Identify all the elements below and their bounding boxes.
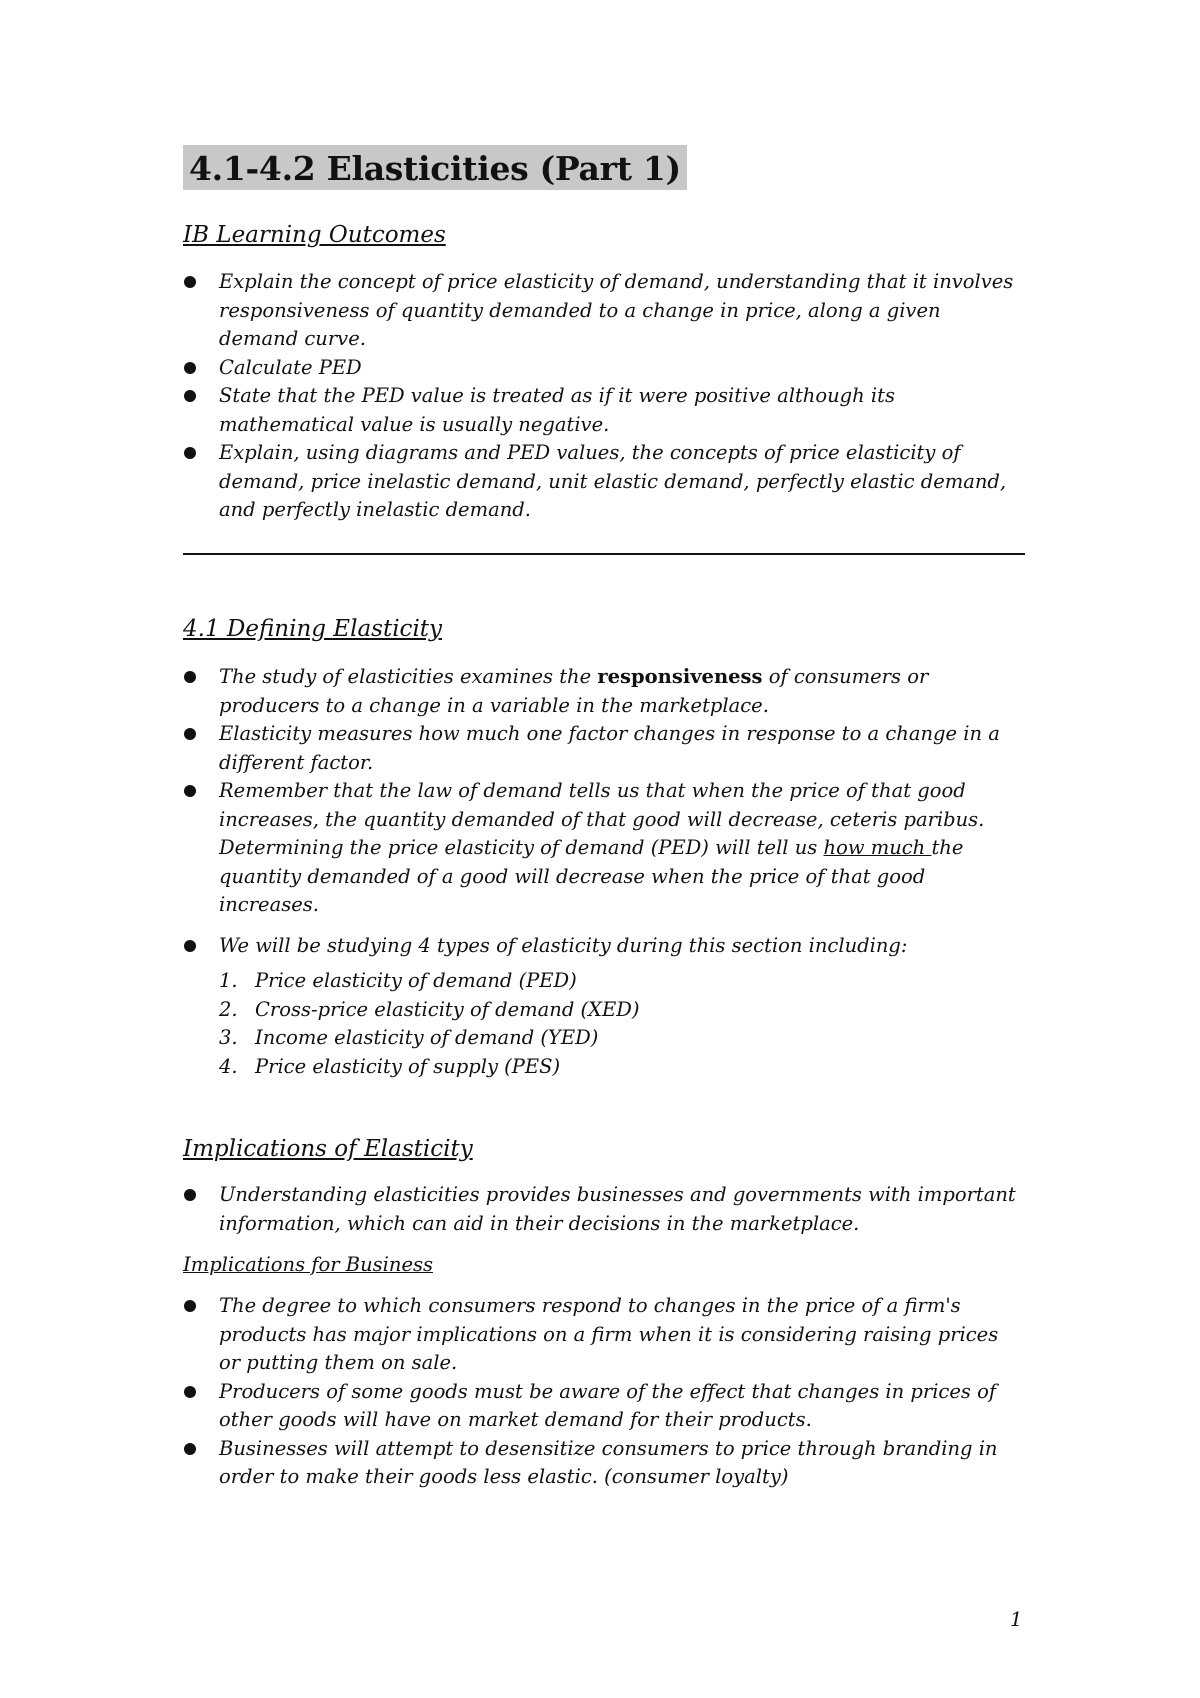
implications-list — [183, 1181, 1043, 1238]
bullet-icon — [184, 785, 196, 797]
list-item-line: We will be studying 4 types of elasticity during this section including: — [219, 934, 908, 957]
business-implications-heading: Implications for Business — [183, 1253, 433, 1276]
item-number: 2. — [219, 997, 238, 1021]
list-item-line: order to make their goods less elastic. (consumer loyalty) — [219, 1465, 789, 1488]
item-number: 1. — [219, 969, 238, 992]
list-item-line: demand, price inelastic demand, unit elastic demand, perfectly elastic demand, — [219, 469, 1007, 493]
list-item-line: Explain the concept of price elasticity of demand, understanding that it involves — [219, 270, 1014, 293]
bullet-icon — [184, 1443, 196, 1455]
list-item-line: responsiveness of quantity demanded to a change in price, along a given — [219, 298, 941, 322]
underlined-text: how much — [823, 836, 932, 859]
bullet-icon — [184, 940, 196, 952]
list-item-text: Determining the price elasticity of demand (PED) will tell us — [219, 836, 824, 859]
list-item-line: Businesses will attempt to desensitize consumers to price through branding in — [219, 1436, 998, 1460]
bullet-icon — [184, 671, 196, 683]
item-number: 4. — [219, 1054, 238, 1078]
list-item-line: State that the PED value is treated as if it were positive although its — [219, 384, 895, 407]
list-item — [183, 1378, 1043, 1435]
bullet-icon — [184, 276, 196, 288]
business-implications-list — [183, 1292, 1043, 1492]
bullet-icon — [184, 728, 196, 740]
list-item-line: increases. — [219, 893, 319, 916]
numbered-item — [219, 1053, 639, 1082]
list-item-line: Producers of some goods must be aware of the effect that changes in prices of — [219, 1379, 997, 1403]
numbered-item — [219, 996, 639, 1025]
list-item-line: and perfectly inelastic demand. — [219, 498, 531, 521]
list-item-text: of consumers or — [762, 665, 929, 688]
emphasis-text: responsiveness — [597, 665, 763, 688]
list-item-line: Remember that the law of demand tells us that when the price of that good — [219, 779, 966, 802]
list-item-line: producers to a change in a variable in the marketplace. — [219, 693, 769, 717]
list-item — [183, 932, 1043, 961]
list-item — [183, 1435, 1043, 1492]
section-divider — [183, 553, 1025, 555]
list-item-line: or putting them on sale. — [219, 1351, 458, 1374]
list-item — [183, 663, 1043, 720]
list-item-line: The degree to which consumers respond to changes in the price of a firm's — [219, 1294, 961, 1317]
item-text: Price elasticity of supply (PES) — [255, 1054, 561, 1078]
bullet-icon — [184, 1386, 196, 1398]
list-item — [183, 1292, 1043, 1378]
page-title: 4.1-4.2 Elasticities (Part 1) — [183, 145, 687, 190]
list-item-line: quantity demanded of a good will decrease when the price of that good — [219, 864, 926, 888]
page-number: 1 — [1010, 1608, 1023, 1631]
numbered-item — [219, 967, 639, 996]
defining-elasticity-list — [183, 663, 1043, 920]
list-item — [183, 720, 1043, 777]
list-item — [183, 439, 1043, 525]
list-item-text: the — [931, 836, 964, 859]
learning-outcomes-heading: IB Learning Outcomes — [183, 222, 446, 248]
list-item-line: mathematical value is usually negative. — [219, 412, 610, 436]
list-item-line: Elasticity measures how much one factor changes in response to a change in a — [219, 722, 1000, 745]
item-text: Price elasticity of demand (PED) — [255, 969, 577, 992]
implications-heading: Implications of Elasticity — [183, 1136, 473, 1162]
list-item-line: different factor. — [219, 750, 374, 774]
list-item — [183, 1181, 1043, 1238]
list-item-text: The study of elasticities examines the — [219, 665, 598, 688]
list-item-line: information, which can aid in their decisions in the marketplace. — [219, 1211, 860, 1235]
list-item — [183, 354, 1043, 383]
item-text: Cross-price elasticity of demand (XED) — [255, 997, 640, 1021]
list-item-line: increases, the quantity demanded of that good will decrease, ceteris paribus. — [219, 807, 985, 831]
list-item — [183, 777, 1043, 920]
list-item-line: products has major implications on a firm when it is considering raising prices — [219, 1322, 999, 1346]
bullet-icon — [184, 1300, 196, 1312]
numbered-item — [219, 1024, 639, 1053]
list-item — [183, 382, 1043, 439]
list-item-line: other goods will have on market demand for their products. — [219, 1408, 812, 1431]
bullet-icon — [184, 362, 196, 374]
elasticity-types-list — [219, 967, 639, 1081]
elasticity-types-intro — [183, 932, 1043, 961]
bullet-icon — [184, 1189, 196, 1201]
list-item-line: Understanding elasticities provides businesses and governments with important — [219, 1183, 1016, 1206]
item-text: Income elasticity of demand (YED) — [255, 1026, 599, 1049]
item-number: 3. — [219, 1026, 238, 1049]
list-item — [183, 268, 1043, 354]
list-item-line: demand curve. — [219, 327, 366, 350]
defining-elasticity-heading: 4.1 Defining Elasticity — [183, 616, 443, 642]
bullet-icon — [184, 447, 196, 459]
list-item-line: Explain, using diagrams and PED values, the concepts of price elasticity of — [219, 441, 961, 464]
learning-outcomes-list — [183, 268, 1043, 525]
bullet-icon — [184, 390, 196, 402]
list-item-line: Calculate PED — [219, 355, 362, 379]
